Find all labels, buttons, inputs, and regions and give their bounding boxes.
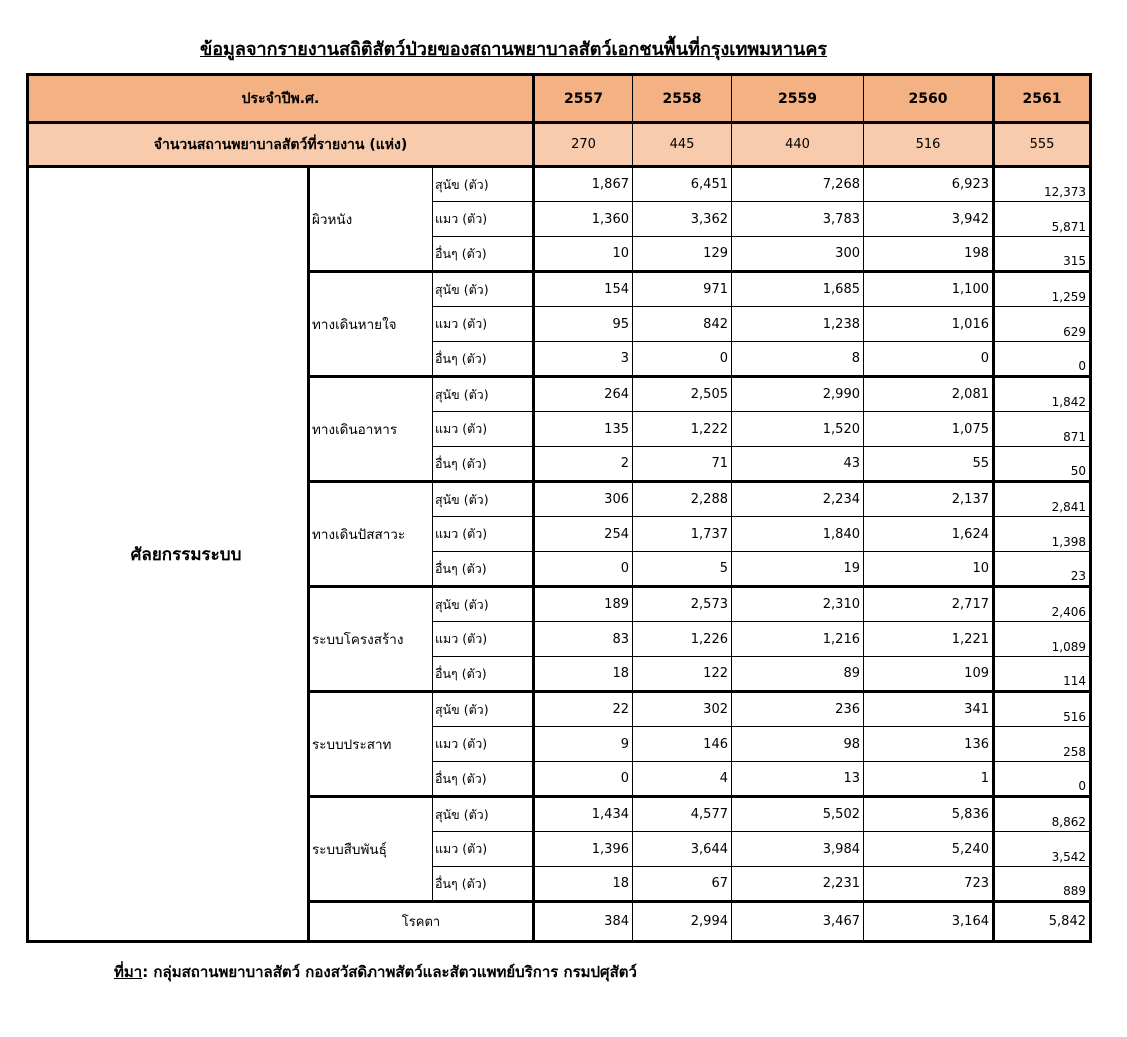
value-cell: 2,137 — [864, 482, 994, 517]
animal-label: สุนัข (ตัว) — [433, 377, 534, 412]
value-cell: 3,644 — [633, 832, 732, 867]
value-cell: 189 — [534, 587, 633, 622]
system-label: ทางเดินปัสสาวะ — [309, 482, 433, 587]
value-cell: 3,467 — [732, 902, 864, 942]
value-cell: 2,231 — [732, 867, 864, 902]
value-cell: 13 — [732, 762, 864, 797]
value-cell: 2 — [534, 447, 633, 482]
value-cell: 10 — [864, 552, 994, 587]
value-cell: 71 — [633, 447, 732, 482]
value-cell: 89 — [732, 657, 864, 692]
source-note — [114, 960, 637, 984]
value-cell: 1 — [864, 762, 994, 797]
animal-label: แมว (ตัว) — [433, 412, 534, 447]
value-cell: 5,836 — [864, 797, 994, 832]
value-cell: 2,717 — [864, 587, 994, 622]
value-cell: 723 — [864, 867, 994, 902]
value-cell: 114 — [994, 657, 1091, 692]
value-cell: 889 — [994, 867, 1091, 902]
system-label: ระบบโครงสร้าง — [309, 587, 433, 692]
value-cell: 198 — [864, 237, 994, 272]
animal-label: สุนัข (ตัว) — [433, 587, 534, 622]
value-cell: 6,923 — [864, 167, 994, 202]
value-cell: 136 — [864, 727, 994, 762]
value-cell: 1,842 — [994, 377, 1091, 412]
value-cell: 10 — [534, 237, 633, 272]
value-cell: 83 — [534, 622, 633, 657]
value-cell: 1,216 — [732, 622, 864, 657]
value-cell: 1,226 — [633, 622, 732, 657]
value-cell: 18 — [534, 657, 633, 692]
value-cell: 5,240 — [864, 832, 994, 867]
value-cell: 23 — [994, 552, 1091, 587]
value-cell: 0 — [864, 342, 994, 377]
value-cell: 43 — [732, 447, 864, 482]
value-cell: 8,862 — [994, 797, 1091, 832]
value-cell: 6,451 — [633, 167, 732, 202]
value-cell: 122 — [633, 657, 732, 692]
value-cell: 1,685 — [732, 272, 864, 307]
value-cell: 302 — [633, 692, 732, 727]
animal-label: แมว (ตัว) — [433, 517, 534, 552]
source-label: ที่มา — [114, 963, 143, 981]
year-2557: 2557 — [534, 75, 633, 123]
clinic-count-2561: 555 — [994, 123, 1091, 167]
animal-label: แมว (ตัว) — [433, 307, 534, 342]
value-cell: 8 — [732, 342, 864, 377]
source-text: : กลุ่มสถานพยาบาลสัตว์ กองสวัสดิภาพสัตว์และสัตวแพทย์บริการ กรมปศุสัตว์ — [142, 963, 637, 981]
value-cell: 5,871 — [994, 202, 1091, 237]
value-cell: 1,840 — [732, 517, 864, 552]
animal-label: แมว (ตัว) — [433, 832, 534, 867]
value-cell: 95 — [534, 307, 633, 342]
year-2558: 2558 — [633, 75, 732, 123]
value-cell: 19 — [732, 552, 864, 587]
animal-label: อื่นๆ (ตัว) — [433, 762, 534, 797]
value-cell: 3 — [534, 342, 633, 377]
value-cell: 2,573 — [633, 587, 732, 622]
value-cell: 1,520 — [732, 412, 864, 447]
value-cell: 2,081 — [864, 377, 994, 412]
value-cell: 264 — [534, 377, 633, 412]
animal-label: สุนัข (ตัว) — [433, 482, 534, 517]
value-cell: 2,841 — [994, 482, 1091, 517]
value-cell: 5 — [633, 552, 732, 587]
value-cell: 254 — [534, 517, 633, 552]
value-cell: 1,737 — [633, 517, 732, 552]
page-title: ข้อมูลจากรายงานสถิติสัตว์ป่วยของสถานพยาบาลสัตว์เอกชนพื้นที่กรุงเทพมหานคร — [199, 39, 828, 60]
value-cell: 1,100 — [864, 272, 994, 307]
system-label: ระบบประสาท — [309, 692, 433, 797]
statistics-table — [26, 73, 1092, 943]
animal-label: อื่นๆ (ตัว) — [433, 342, 534, 377]
animal-label: สุนัข (ตัว) — [433, 167, 534, 202]
value-cell: 2,505 — [633, 377, 732, 412]
value-cell: 50 — [994, 447, 1091, 482]
category-label: ศัลยกรรมระบบ — [28, 167, 309, 942]
value-cell: 1,867 — [534, 167, 633, 202]
value-cell: 3,164 — [864, 902, 994, 942]
value-cell: 516 — [994, 692, 1091, 727]
value-cell: 1,396 — [534, 832, 633, 867]
animal-label: สุนัข (ตัว) — [433, 272, 534, 307]
system-label: ระบบสืบพันธุ์ — [309, 797, 433, 902]
value-cell: 7,268 — [732, 167, 864, 202]
value-cell: 3,542 — [994, 832, 1091, 867]
value-cell: 236 — [732, 692, 864, 727]
value-cell: 55 — [864, 447, 994, 482]
animal-label: แมว (ตัว) — [433, 622, 534, 657]
value-cell: 971 — [633, 272, 732, 307]
value-cell: 1,016 — [864, 307, 994, 342]
system-label: ทางเดินหายใจ — [309, 272, 433, 377]
value-cell: 0 — [534, 762, 633, 797]
year-label: ประจำปีพ.ศ. — [28, 75, 534, 123]
value-cell: 871 — [994, 412, 1091, 447]
animal-label: อื่นๆ (ตัว) — [433, 867, 534, 902]
value-cell: 129 — [633, 237, 732, 272]
value-cell: 0 — [633, 342, 732, 377]
clinic-count-2559: 440 — [732, 123, 864, 167]
value-cell: 315 — [994, 237, 1091, 272]
value-cell: 98 — [732, 727, 864, 762]
animal-label: อื่นๆ (ตัว) — [433, 657, 534, 692]
value-cell: 0 — [534, 552, 633, 587]
value-cell: 4,577 — [633, 797, 732, 832]
value-cell: 0 — [994, 342, 1091, 377]
animal-label: แมว (ตัว) — [433, 727, 534, 762]
value-cell: 2,990 — [732, 377, 864, 412]
value-cell: 5,502 — [732, 797, 864, 832]
value-cell: 3,783 — [732, 202, 864, 237]
value-cell: 1,259 — [994, 272, 1091, 307]
value-cell: 9 — [534, 727, 633, 762]
value-cell: 1,222 — [633, 412, 732, 447]
eye-disease-label: โรคตา — [309, 902, 534, 942]
value-cell: 3,984 — [732, 832, 864, 867]
value-cell: 1,360 — [534, 202, 633, 237]
value-cell: 12,373 — [994, 167, 1091, 202]
value-cell: 2,994 — [633, 902, 732, 942]
value-cell: 1,238 — [732, 307, 864, 342]
year-2560: 2560 — [864, 75, 994, 123]
year-header-row — [28, 75, 1091, 123]
value-cell: 135 — [534, 412, 633, 447]
table-row — [28, 167, 1091, 202]
value-cell: 2,310 — [732, 587, 864, 622]
value-cell: 341 — [864, 692, 994, 727]
clinic-count-2560: 516 — [864, 123, 994, 167]
clinic-count-row — [28, 123, 1091, 167]
value-cell: 146 — [633, 727, 732, 762]
system-label: ทางเดินอาหาร — [309, 377, 433, 482]
system-label: ผิวหนัง — [309, 167, 433, 272]
value-cell: 842 — [633, 307, 732, 342]
value-cell: 306 — [534, 482, 633, 517]
value-cell: 1,075 — [864, 412, 994, 447]
year-2561: 2561 — [994, 75, 1091, 123]
animal-label: สุนัข (ตัว) — [433, 797, 534, 832]
value-cell: 2,406 — [994, 587, 1091, 622]
value-cell: 154 — [534, 272, 633, 307]
value-cell: 4 — [633, 762, 732, 797]
value-cell: 109 — [864, 657, 994, 692]
animal-label: สุนัข (ตัว) — [433, 692, 534, 727]
value-cell: 2,288 — [633, 482, 732, 517]
animal-label: อื่นๆ (ตัว) — [433, 447, 534, 482]
value-cell: 629 — [994, 307, 1091, 342]
clinic-count-2557: 270 — [534, 123, 633, 167]
value-cell: 3,942 — [864, 202, 994, 237]
value-cell: 67 — [633, 867, 732, 902]
value-cell: 384 — [534, 902, 633, 942]
value-cell: 18 — [534, 867, 633, 902]
animal-label: อื่นๆ (ตัว) — [433, 237, 534, 272]
value-cell: 5,842 — [994, 902, 1091, 942]
value-cell: 3,362 — [633, 202, 732, 237]
value-cell: 0 — [994, 762, 1091, 797]
value-cell: 300 — [732, 237, 864, 272]
value-cell: 1,221 — [864, 622, 994, 657]
value-cell: 2,234 — [732, 482, 864, 517]
value-cell: 1,434 — [534, 797, 633, 832]
clinic-count-label: จำนวนสถานพยาบาลสัตว์ที่รายงาน (แห่ง) — [28, 123, 534, 167]
animal-label: อื่นๆ (ตัว) — [433, 552, 534, 587]
clinic-count-2558: 445 — [633, 123, 732, 167]
value-cell: 1,089 — [994, 622, 1091, 657]
value-cell: 22 — [534, 692, 633, 727]
value-cell: 1,624 — [864, 517, 994, 552]
value-cell: 258 — [994, 727, 1091, 762]
value-cell: 1,398 — [994, 517, 1091, 552]
year-2559: 2559 — [732, 75, 864, 123]
animal-label: แมว (ตัว) — [433, 202, 534, 237]
